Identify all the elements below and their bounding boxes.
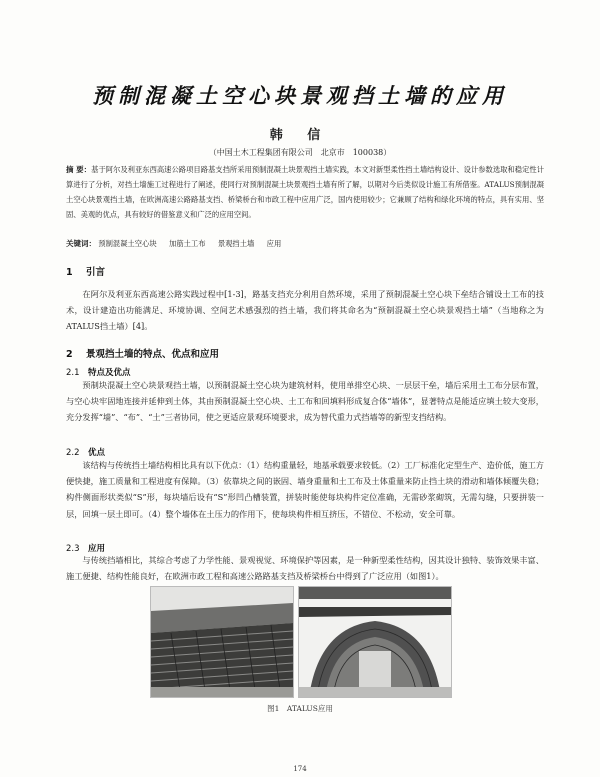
abstract-label: 摘 要： [66,165,92,174]
figure-caption: 图1 ATALUS应用 [267,704,333,713]
subsection-number: 2.3 [66,544,80,554]
section-heading-intro [66,264,105,278]
author-name: 韩 信 [269,128,331,143]
retaining-wall-photo [151,587,293,697]
bridge-abutment-photo [299,587,451,697]
subsection-number: 2.2 [66,448,80,458]
keyword: 加筋土工布 [169,239,206,248]
page-number: 174 [293,765,307,773]
figure-photo-left [150,586,294,698]
figure-photo-right [298,586,452,698]
subsection-title: 特点及优点 [88,368,131,378]
section-number: 2 [66,349,73,360]
keyword: 预制混凝土空心块 [98,239,157,248]
paragraph-advantages: 该结构与传统挡土墙结构相比具有以下优点：（1）结构重量轻，地基承载要求较低。（2）工厂标准化定型生产、造价低，施工方便快捷，施工质量和工程进度有保障。（3）依靠块之间的嵌固、墙身重量和土工布及土体重量来防止挡土块的滑动和墙体倾覆失稳；构件侧面形状类似“S”形，每块墙后设有“S”形凹凸槽装置，拼装时能使每块构件定位准确，无需砂浆砌筑，无需勾缝，只要拼装一层，回填一层土即可。（4）整个墙体在土压力的作用下，使每块构件相互挤压，不错位、不松动，安全可靠。 [66,460,544,519]
paragraph-intro: 在阿尔及利亚东西高速公路实践过程中[1-3]，路基支挡充分利用自然环境，采用了预制混凝土空心块下垒结合铺设土工布的技术，设计建造出功能满足、环境协调、空间艺术感强烈的挡土墙，我们将其命名为“预制混凝土空心块景观挡土墙”（当地称之为ATALUS挡土墙）[4]。 [66,289,544,332]
paragraph-application: 与传统挡墙相比，其综合考虑了力学性能、景观视觉、环境保护等因素，是一种新型柔性结构，因其设计独特、装饰效果丰富、施工便捷、结构性能良好，在欧洲市政工程和高速公路路基支挡及桥梁桥台中得到了广泛应用（如图1）。 [66,555,544,581]
keyword: 景观挡土墙 [217,239,255,248]
paragraph-features: 预制块混凝土空心块景观挡土墙，以预制混凝土空心块为建筑材料，使用单排空心块、一层层干垒，墙后采用土工布分层布置，与空心块牢固地连接并延伸到土体，其由预制混凝土空心块、土工布和回填料形成复合体“墙体”，显著特点是能适应填土较大变形，充分发挥“墙”、“布”、“土”三者协同，使之更适应景观环境要求，成为替代重力式挡墙等的新型支挡结构。 [66,380,544,423]
subsection-title: 优点 [88,448,106,458]
section-title: 景观挡土墙的特点、优点和应用 [86,349,220,360]
keywords [66,237,544,250]
section-heading-retaining-wall [66,346,219,360]
author-affiliation: （中国土木工程集团有限公司 北京市 100038） [208,148,392,157]
subsection-number: 2.1 [66,368,80,378]
paper-title: 预制混凝土空心块景观挡土墙的应用 [92,84,508,108]
section-title: 引言 [86,267,106,278]
abstract [66,162,544,222]
section-number: 1 [66,267,73,278]
abstract-text: 基于阿尔及利亚东西高速公路项目路基支挡所采用预制混凝土块景观挡土墙实践，本文对新型柔性挡土墙结构设计、设计参数选取和稳定性计算进行了分析，对挡土墙施工过程进行了阐述，使同行对预制混凝土块景观挡土墙有所了解，以期对今后类似设计施工有所借鉴。ATALUS预制混凝土空心块景观挡土墙，在欧洲高速公路路基支挡、桥梁桥台和市政工程中应用广泛，国内使用较少；它兼顾了结构和绿化环境的特点，具有实用、坚固、美观的优点，具有较好的借鉴意义和广泛的应用空间。 [66,165,544,219]
subsection-title: 应用 [88,544,106,554]
keyword: 应用 [266,239,282,248]
keywords-label: 关键词： [66,239,96,248]
